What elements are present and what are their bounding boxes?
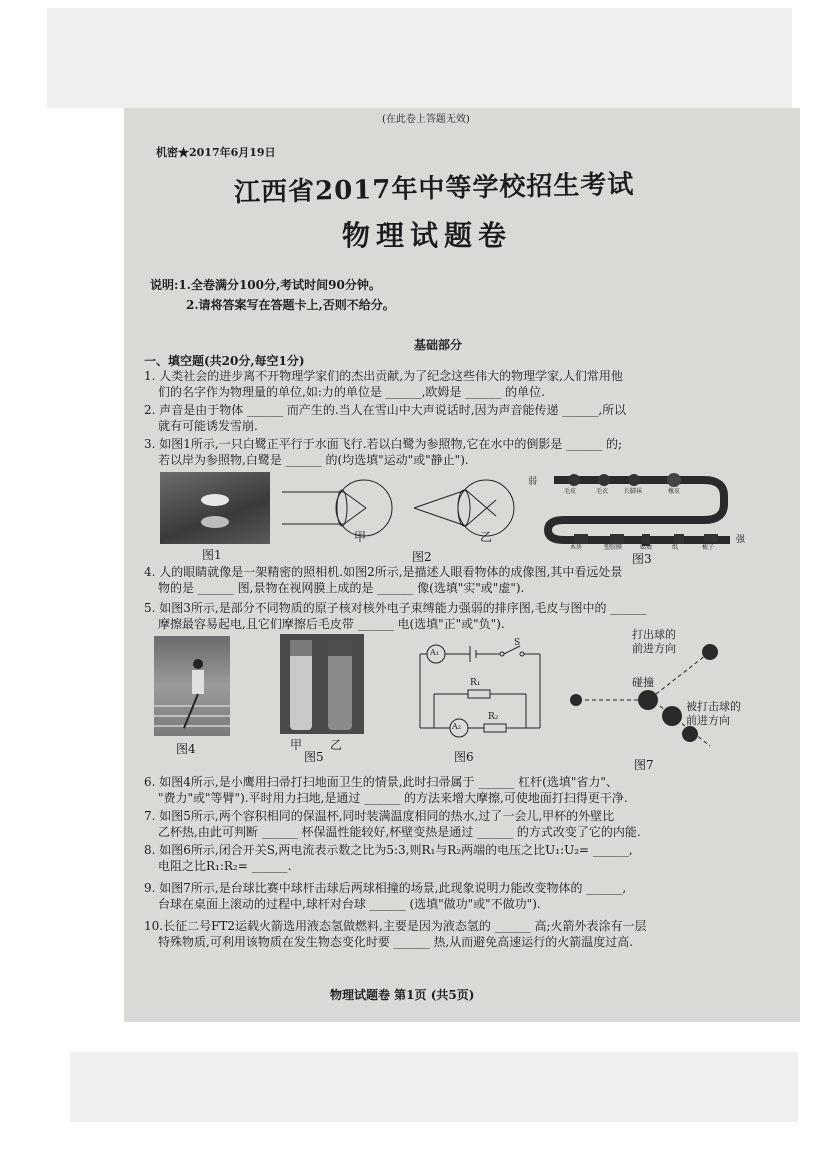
figure5-label-yi: 乙: [330, 738, 343, 752]
figure3-triboelectric-series: [534, 468, 734, 548]
figure5-caption: 图5: [304, 750, 324, 764]
figure3-bottom-item: 纸: [672, 544, 679, 551]
fig7-hit-direction-line1: 打出球的: [632, 628, 676, 641]
exam-paper: [124, 108, 800, 1022]
exam-subtitle: 物理试题卷: [342, 219, 513, 252]
figure2-caption: 图2: [412, 550, 432, 564]
instruction-1: 说明:1.全卷满分100分,考试时间90分钟。: [150, 278, 381, 292]
question-2: 2. 声音是由于物体 ______ 而产生的.当人在雪山中大声说话时,因为声音能传递 ______,所以 就有可能诱发雪崩.: [144, 403, 627, 433]
fig7-struck-direction-line1: 被打击球的: [686, 700, 741, 713]
figure6-caption: 图6: [454, 750, 474, 764]
figure3-top-item: 长脚袜: [624, 488, 643, 495]
question-5: 5. 如图3所示,是部分不同物质的原子核对核外电子束缚能力强弱的排序图,毛皮与图中的 ______ 摩擦最容易起电,且它们摩擦后毛皮带 ______ 电(选填"正"或"负").: [144, 601, 647, 631]
figure3-top-item: 橡皮: [668, 488, 681, 495]
egret-reflection-illustration: [160, 472, 270, 544]
question-4: 4. 人的眼睛就像是一架精密的照相机.如图2所示,是描述人眼看物体的成像图,其中看远处景 物的是 ______ 图,景物在视网膜上成的是 ______ 像(选填"实"或"虚").: [144, 565, 623, 595]
sweeping-girl-illustration: [154, 636, 230, 736]
resistor-r2-label: R₂: [488, 712, 499, 722]
ammeter-a1-label: A₁: [430, 648, 439, 657]
figure2-label-yi: 乙: [480, 530, 493, 544]
top-gray-band: [47, 8, 792, 108]
header-note: (在此卷上答题无效): [382, 114, 470, 125]
question-1: 1. 人类社会的进步离不开物理学家们的杰出贡献,为了纪念这些伟大的物理学家,人们常用他 们的名字作为物理量的单位,如:力的单位是 ______,欧姆是 ______ 的单位.: [144, 369, 623, 399]
figure3-label-weak: 弱: [528, 477, 538, 487]
figure3-top-item: 毛衣: [596, 488, 609, 495]
question-6: 6. 如图4所示,是小鹰用扫帚打扫地面卫生的情景,此时扫帚属于 ______ 杠杆(选填"省力"、 "费力"或"等臂").平时用力扫地,是通过 ______ 的方法来增大摩擦,可使地面打扫得更干净.: [144, 775, 628, 805]
figure2-label-jia: 甲: [354, 530, 367, 544]
figure1-caption: 图1: [202, 548, 222, 562]
section1-title: 一、填空题(共20分,每空1分): [144, 354, 305, 368]
section-basic: 基础部分: [414, 338, 463, 352]
figure4-caption: 图4: [176, 742, 196, 756]
figure3-bottom-item: 蜡烛: [640, 544, 653, 551]
question-10: 10.长征二号FT2运载火箭选用液态氢做燃料,主要是因为液态氢的 ______ 高;火箭外表涂有一层 特殊物质,可利用该物质在发生物态变化时要 ______ 热,从而避免高速运行的火箭温度过高.: [144, 919, 647, 949]
figure3-bottom-item: 木块: [570, 544, 583, 551]
figure3-bottom-item: 梳子: [702, 544, 715, 551]
figure3-caption: 图3: [632, 552, 652, 566]
bottom-gray-band: [70, 1052, 798, 1122]
question-3: 3. 如图1所示,一只白鹭正平行于水面飞行.若以白鹭为参照物,它在水中的倒影是 ______ 的; 若以岸为参照物,白鹭是 ______ 的(均选填"运动"或"静止").: [144, 437, 623, 467]
page-footer: 物理试题卷 第1页 (共5页): [330, 988, 475, 1002]
figure3-bottom-item: 塑胶膜: [604, 544, 623, 551]
figure5-label-jia: 甲: [290, 738, 303, 752]
thermos-cups-illustration: [280, 634, 364, 734]
exam-title: 江西省2017年中等学校招生考试: [233, 169, 635, 209]
instruction-2: 2.请将答案写在答题卡上,否则不给分。: [186, 298, 395, 312]
fig7-collide-label: 碰撞: [632, 676, 654, 689]
figure3-label-strong: 强: [736, 535, 746, 545]
fig7-struck-direction-line2: 前进方向: [686, 714, 730, 727]
question-8: 8. 如图6所示,闭合开关S,两电流表示数之比为5:3,则R₁与R₂两端的电压之比U₁:U₂= ______, 电阻之比R₁:R₂= ______.: [144, 843, 633, 873]
switch-s-label: S: [514, 638, 521, 648]
fig7-hit-direction-line2: 前进方向: [632, 642, 676, 655]
resistor-r1-label: R₁: [470, 678, 481, 688]
ammeter-a2-label: A₂: [452, 722, 461, 731]
figure7-caption: 图7: [634, 758, 654, 772]
figure3-top-item: 毛皮: [564, 488, 577, 495]
figure2-eye-diagrams: [274, 474, 534, 546]
question-9: 9. 如图7所示,是台球比赛中球杆击球后两球相撞的场景,此现象说明力能改变物体的 ______, 台球在桌面上滚动的过程中,球杆对台球 ______ (选填"做功"或"不做功").: [144, 881, 627, 911]
question-7: 7. 如图5所示,两个容积相同的保温杯,同时装满温度相同的热水,过了一会儿,甲杯的外壁比 乙杯热,由此可判断 ______ 杯保温性能较好,杯壁变热是通过 ______ 的方式改变了它的内能.: [144, 809, 641, 839]
secret-date: 机密★2017年6月19日: [156, 146, 276, 159]
